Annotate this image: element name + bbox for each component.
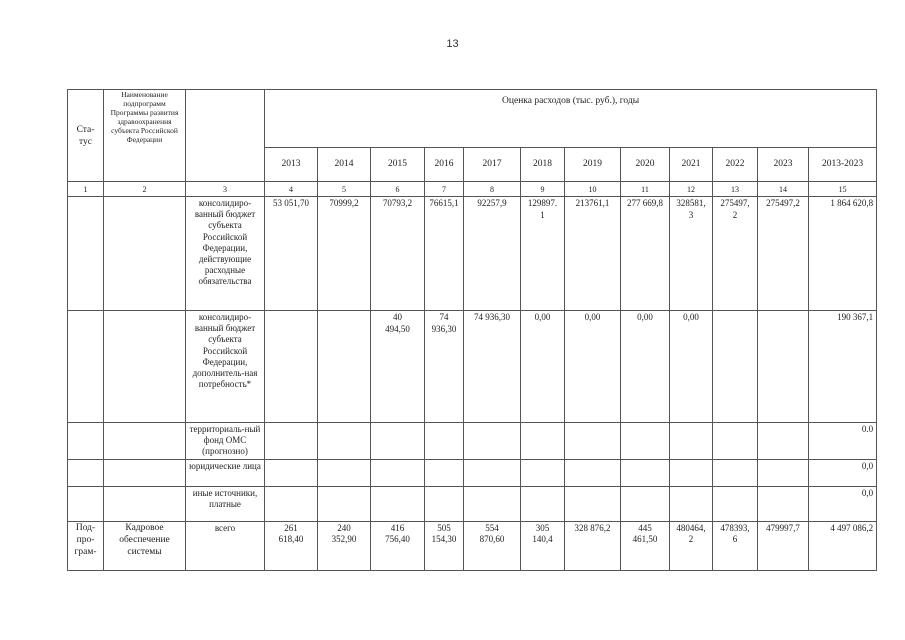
- row-subprogram-name: [104, 197, 186, 311]
- value-cell-2014: 70999,2: [318, 197, 371, 311]
- header-subprogram-name: Наименование подпрограмм Программы развития здравоохранения субъекта Российской Федерации: [104, 90, 186, 182]
- column-number-cell: 4: [265, 182, 318, 197]
- value-cell-2015: 416 756,40: [371, 521, 425, 570]
- value-cell-2021: [670, 486, 713, 521]
- table-row: [68, 311, 877, 423]
- value-cell-2013: [265, 486, 318, 521]
- year-header-2023: 2023: [758, 148, 809, 182]
- value-cell-2022: [713, 423, 758, 460]
- value-cell-2019: [565, 486, 621, 521]
- table-row: [68, 459, 877, 486]
- row-status: [68, 486, 104, 521]
- value-cell-2019: 328 876,2: [565, 521, 621, 570]
- value-cell-2013: 53 051,70: [265, 197, 318, 311]
- value-cell-2013-2023: 0.0: [809, 423, 877, 460]
- row-subprogram-name: [104, 486, 186, 521]
- value-cell-2021: 0,00: [670, 311, 713, 423]
- value-cell-2016: [425, 486, 464, 521]
- year-header-2016: 2016: [425, 148, 464, 182]
- row-subprogram-name: Кадровое обеспечение системы: [104, 521, 186, 570]
- page-number: 13: [446, 38, 459, 50]
- table-row: [68, 521, 877, 570]
- table-row: [68, 486, 877, 521]
- value-cell-2021: 480464, 2: [670, 521, 713, 570]
- value-cell-2019: 213761,1: [565, 197, 621, 311]
- column-number-cell: 13: [713, 182, 758, 197]
- row-subprogram-name: [104, 311, 186, 423]
- value-cell-2013-2023: 0,0: [809, 486, 877, 521]
- value-cell-2017: 92257,9: [464, 197, 521, 311]
- row-subprogram-name: [104, 423, 186, 460]
- value-cell-2022: [713, 311, 758, 423]
- value-cell-2021: [670, 423, 713, 460]
- value-cell-2023: 479997,7: [758, 521, 809, 570]
- year-header-2021: 2021: [670, 148, 713, 182]
- value-cell-2016: [425, 459, 464, 486]
- value-cell-2017: [464, 459, 521, 486]
- value-cell-2020: 445 461,50: [621, 521, 670, 570]
- value-cell-2022: [713, 486, 758, 521]
- column-number-cell: 1: [68, 182, 104, 197]
- value-cell-2020: [621, 423, 670, 460]
- year-header-2013-2023: 2013-2023: [809, 148, 877, 182]
- value-cell-2014: [318, 423, 371, 460]
- header-source-blank: [186, 90, 265, 182]
- year-header-2020: 2020: [621, 148, 670, 182]
- value-cell-2018: 129897. 1: [521, 197, 565, 311]
- value-cell-2015: [371, 459, 425, 486]
- year-header-2015: 2015: [371, 148, 425, 182]
- value-cell-2023: [758, 311, 809, 423]
- row-funding-source: всего: [186, 521, 265, 570]
- value-cell-2018: 0,00: [521, 311, 565, 423]
- value-cell-2020: 277 669,8: [621, 197, 670, 311]
- value-cell-2015: 70793,2: [371, 197, 425, 311]
- value-cell-2013-2023: 4 497 086,2: [809, 521, 877, 570]
- row-status: [68, 311, 104, 423]
- row-funding-source: юридические лица: [186, 459, 265, 486]
- header-status: Ста- тус: [68, 90, 104, 182]
- column-number-cell: 7: [425, 182, 464, 197]
- value-cell-2016: 74 936,30: [425, 311, 464, 423]
- column-number-cell: 15: [809, 182, 877, 197]
- value-cell-2022: [713, 459, 758, 486]
- value-cell-2013-2023: 190 367,1: [809, 311, 877, 423]
- value-cell-2014: [318, 486, 371, 521]
- value-cell-2015: 40 494,50: [371, 311, 425, 423]
- column-number-cell: 2: [104, 182, 186, 197]
- value-cell-2023: [758, 486, 809, 521]
- value-cell-2017: [464, 486, 521, 521]
- value-cell-2016: [425, 423, 464, 460]
- value-cell-2021: [670, 459, 713, 486]
- column-number-cell: 6: [371, 182, 425, 197]
- value-cell-2017: [464, 423, 521, 460]
- value-cell-2017: 554 870,60: [464, 521, 521, 570]
- row-status: Под- про- грам-: [68, 521, 104, 570]
- value-cell-2014: 240 352,90: [318, 521, 371, 570]
- value-cell-2023: 275497,2: [758, 197, 809, 311]
- column-number-cell: 8: [464, 182, 521, 197]
- value-cell-2013: [265, 423, 318, 460]
- value-cell-2018: [521, 423, 565, 460]
- value-cell-2015: [371, 486, 425, 521]
- column-number-cell: 10: [565, 182, 621, 197]
- value-cell-2016: 76615,1: [425, 197, 464, 311]
- row-funding-source: территориаль-ный фонд ОМС (прогнозно): [186, 423, 265, 460]
- value-cell-2016: 505 154,30: [425, 521, 464, 570]
- value-cell-2014: [318, 459, 371, 486]
- value-cell-2013: 261 618,40: [265, 521, 318, 570]
- header-expense-estimate: Оценка расходов (тыс. руб.), годы: [265, 90, 877, 148]
- budget-table: [67, 89, 877, 571]
- column-number-cell: 14: [758, 182, 809, 197]
- value-cell-2023: [758, 459, 809, 486]
- value-cell-2017: 74 936,30: [464, 311, 521, 423]
- year-header-2019: 2019: [565, 148, 621, 182]
- row-funding-source: консолидиро-ванный бюджет субъекта Российской Федерации, действующие расходные обязательства: [186, 197, 265, 311]
- value-cell-2013: [265, 459, 318, 486]
- value-cell-2013: [265, 311, 318, 423]
- year-header-2013: 2013: [265, 148, 318, 182]
- column-number-cell: 12: [670, 182, 713, 197]
- value-cell-2019: [565, 423, 621, 460]
- year-header-2017: 2017: [464, 148, 521, 182]
- value-cell-2013-2023: 1 864 620,8: [809, 197, 877, 311]
- value-cell-2018: [521, 486, 565, 521]
- column-number-cell: 11: [621, 182, 670, 197]
- column-number-cell: 5: [318, 182, 371, 197]
- value-cell-2020: [621, 486, 670, 521]
- value-cell-2018: [521, 459, 565, 486]
- column-number-cell: 9: [521, 182, 565, 197]
- value-cell-2022: 478393, 6: [713, 521, 758, 570]
- row-status: [68, 423, 104, 460]
- value-cell-2023: [758, 423, 809, 460]
- value-cell-2020: 0,00: [621, 311, 670, 423]
- column-number-cell: 3: [186, 182, 265, 197]
- value-cell-2021: 328581, 3: [670, 197, 713, 311]
- value-cell-2020: [621, 459, 670, 486]
- row-subprogram-name: [104, 459, 186, 486]
- value-cell-2019: 0,00: [565, 311, 621, 423]
- table-row: [68, 197, 877, 311]
- table-row: [68, 423, 877, 460]
- year-header-2014: 2014: [318, 148, 371, 182]
- year-header-2022: 2022: [713, 148, 758, 182]
- value-cell-2019: [565, 459, 621, 486]
- value-cell-2022: 275497, 2: [713, 197, 758, 311]
- row-status: [68, 197, 104, 311]
- value-cell-2014: [318, 311, 371, 423]
- value-cell-2015: [371, 423, 425, 460]
- value-cell-2013-2023: 0,0: [809, 459, 877, 486]
- row-funding-source: консолидиро-ванный бюджет субъекта Российской Федерации, дополнитель-ная потребность*: [186, 311, 265, 423]
- row-status: [68, 459, 104, 486]
- row-funding-source: иные источники, платные: [186, 486, 265, 521]
- value-cell-2018: 305 140,4: [521, 521, 565, 570]
- year-header-2018: 2018: [521, 148, 565, 182]
